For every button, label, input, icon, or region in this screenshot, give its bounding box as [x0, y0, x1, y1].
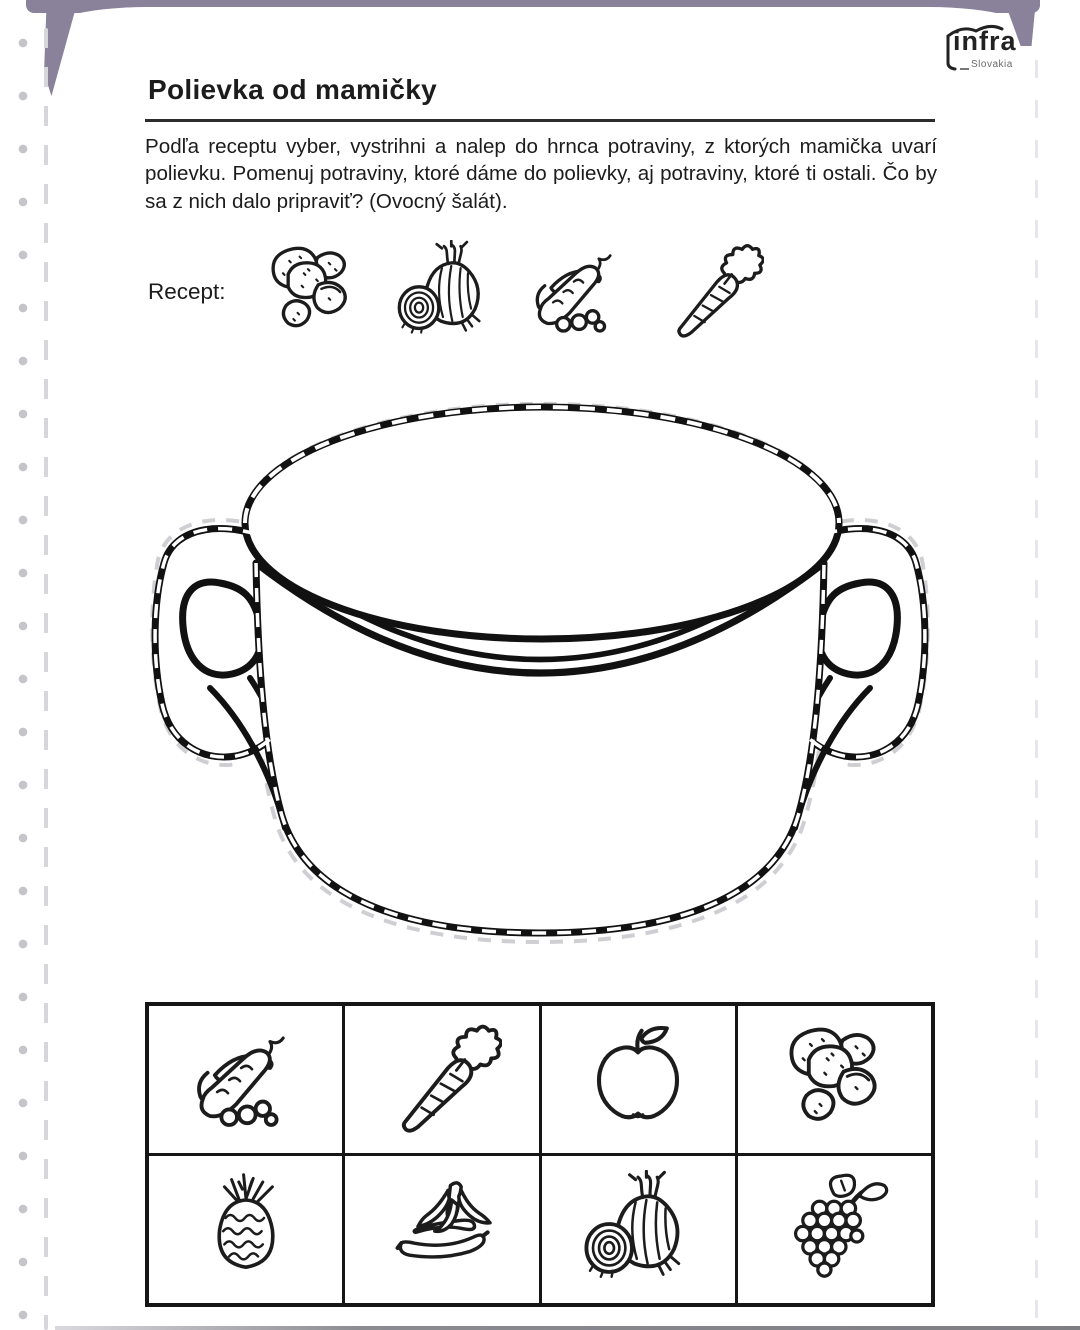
- grid-cell-banana: [345, 1156, 538, 1303]
- recipe-row: [148, 240, 764, 344]
- instructions-text: Podľa receptu vyber, vystrihni a nalep do hrnca potraviny, z ktorých mamička uvarí polievku. Pomenuj potraviny, ktoré dáme do polievky, aj potraviny, ktoré ti ostali. Čo by sa z nich dalo pripraviť? (Ovocný šalát).: [145, 135, 937, 213]
- onion-image: [578, 1170, 698, 1290]
- grapes-image: [774, 1170, 894, 1290]
- grid-cell-grapes: [738, 1156, 931, 1303]
- grid-cell-pineapple: [149, 1156, 342, 1303]
- peas-image: [186, 1020, 306, 1140]
- title-underline: [145, 119, 935, 122]
- potatoes-image: [258, 240, 362, 344]
- grid-cell-apple: [542, 1006, 735, 1153]
- carrot-image: [660, 240, 764, 344]
- page-title: Polievka od mamičky: [148, 74, 437, 105]
- photo-edge-bottom: [55, 1326, 1080, 1330]
- grid-cell-onion: [542, 1156, 735, 1303]
- apple-image: [578, 1020, 698, 1140]
- logo-title: infra: [953, 26, 1017, 56]
- food-grid: [145, 1002, 935, 1307]
- recipe-label: Recept:: [148, 279, 226, 304]
- onion-image: [392, 240, 496, 344]
- grid-cell-potatoes: [738, 1006, 931, 1153]
- soup-pot-cutout-image: [150, 388, 930, 948]
- grid-cell-peas: [149, 1006, 342, 1153]
- carrot-image: [382, 1020, 502, 1140]
- potatoes-image: [774, 1020, 894, 1140]
- publisher-logo: [936, 22, 1042, 78]
- logo-subtitle: Slovakia: [971, 59, 1013, 70]
- peas-image: [526, 240, 630, 344]
- banana-image: [382, 1170, 502, 1290]
- pineapple-image: [186, 1170, 306, 1290]
- grid-cell-carrot: [345, 1006, 538, 1153]
